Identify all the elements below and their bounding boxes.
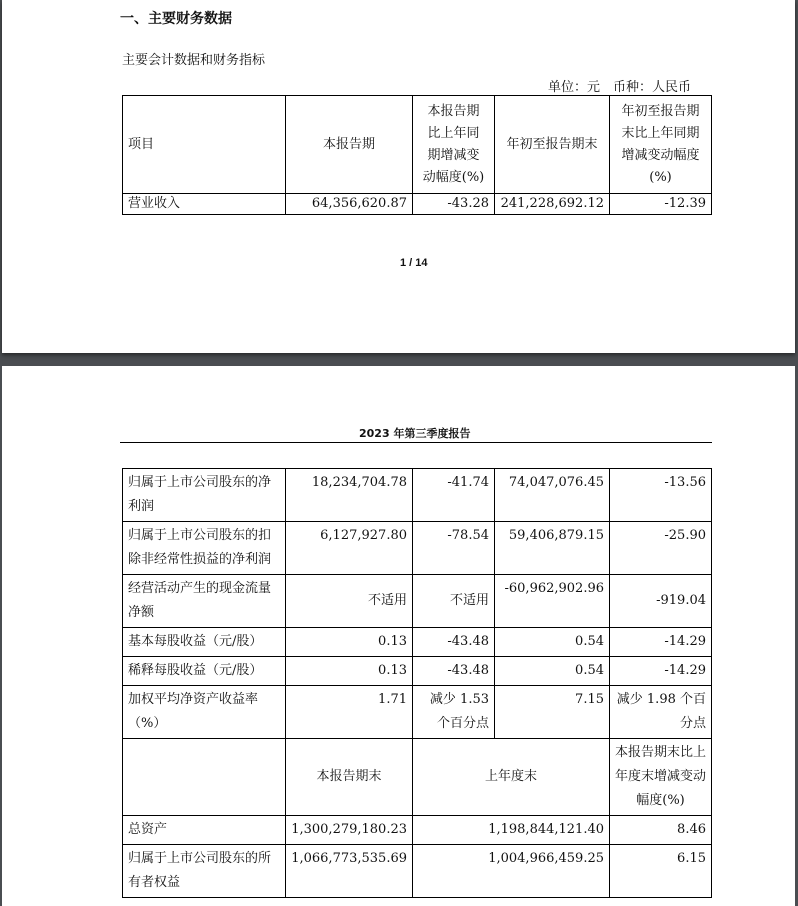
table-row: 归属于上市公司股东的扣除非经常性损益的净利润 6,127,927.80 -78.54 59,406,879.15 -25.90 bbox=[123, 522, 712, 575]
header-rule bbox=[120, 442, 712, 443]
header-item: 项目 bbox=[123, 96, 286, 194]
table-header-row bbox=[123, 96, 712, 194]
financial-table-page1 bbox=[122, 95, 712, 215]
document-page-1 bbox=[2, 0, 795, 353]
table-row: 归属于上市公司股东的所有者权益 1,066,773,535.69 1,004,966,459.25 6.15 bbox=[123, 845, 712, 898]
section-heading: 一、主要财务数据 bbox=[120, 11, 232, 27]
header-ytd: 年初至报告期末 bbox=[495, 96, 610, 194]
table-row: 营业收入 64,356,620.87 -43.28 241,228,692.12 -12.39 bbox=[123, 194, 712, 215]
page-number: 1 / 14 bbox=[400, 257, 428, 269]
financial-table-page2 bbox=[122, 468, 712, 898]
balance-header-row: 本报告期末 上年度末 本报告期末比上年度末增减变动幅度(%) bbox=[123, 739, 712, 816]
table-row: 加权平均净资产收益率（%） 1.71 减少 1.53 个百分点 7.15 减少 1.98 个百分点 bbox=[123, 686, 712, 739]
header-current: 本报告期 bbox=[286, 96, 413, 194]
header-ytd-change: 年初至报告期 末比上年同期 增减变动幅度 (%) bbox=[610, 96, 712, 194]
table-row: 基本每股收益（元/股） 0.13 -43.48 0.54 -14.29 bbox=[123, 628, 712, 657]
table-row: 总资产 1,300,279,180.23 1,198,844,121.40 8.46 bbox=[123, 816, 712, 845]
subheading: 主要会计数据和财务指标 bbox=[122, 53, 266, 68]
table-row: 稀释每股收益（元/股） 0.13 -43.48 0.54 -14.29 bbox=[123, 657, 712, 686]
header-current-change: 本报告期 比上年同 期增减变 动幅度(%) bbox=[413, 96, 495, 194]
unit-note: 单位：元 币种：人民币 bbox=[548, 80, 692, 95]
table-row: 经营活动产生的现金流量净额 不适用 不适用 -60,962,902.96 -919.04 bbox=[123, 575, 712, 628]
document-page-2 bbox=[2, 366, 795, 906]
running-header: 2023 年第三季度报告 bbox=[359, 427, 471, 440]
table-row: 归属于上市公司股东的净利润 18,234,704.78 -41.74 74,047,076.45 -13.56 bbox=[123, 469, 712, 522]
